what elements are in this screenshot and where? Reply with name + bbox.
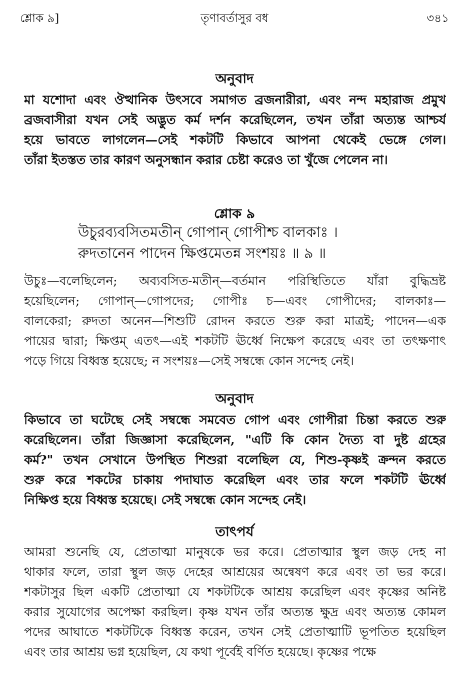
purport-line: পদের আঘাতে শকটটিকে বিধ্বস্ত করেন, তখন সেই প্রেতাত্মাটি ভূপতিত হয়েছিল xyxy=(24,624,446,639)
translation-line: নিক্ষিপ্ত হয়ে বিধ্বস্ত হয়েছে। সেই সম্বন্ধে কোন সন্দেহ নেই। xyxy=(24,492,306,507)
purport-paragraph xyxy=(24,542,446,662)
purport-line: এবং তার আশ্রয় ভগ্ন হয়েছিল, যে কথা পূর্বেই বর্ণিত হয়েছে। কৃষ্ণের পক্ষে xyxy=(24,644,376,659)
translation-line: মা যশোদা এবং ঔত্থানিক উৎসবে সমাগত ব্রজনারীরা, এবং নন্দ মহারাজ প্রমুখ xyxy=(24,92,446,107)
word-meanings xyxy=(24,271,446,371)
page-number: ৩৪১ xyxy=(426,11,449,25)
synonym-line: পায়ের দ্বারা; ক্ষিপ্তম্ এতৎ—এই শকটটি ঊর্ধ্বে নিক্ষেপ করেছে এবং তা তৎক্ষণাৎ xyxy=(24,333,446,348)
sloka-heading: শ্লোক ৯ xyxy=(213,206,256,222)
purport-heading: তাৎপর্য xyxy=(215,524,254,540)
synonym-line: পড়ে গিয়ে বিধ্বস্ত হয়েছে; ন সংশয়ঃ—সেই সম্বন্ধে কোন সন্দেহ নেই। xyxy=(24,353,354,368)
synonym-line: উচুঃ—বলেছিলেন; অব্যবসিত-মতীন্—বর্তমান পরিস্থিতিতে যাঁরা বুদ্ধিভ্রষ্ট xyxy=(24,273,446,288)
sanskrit-verse xyxy=(0,223,469,265)
running-header xyxy=(20,10,449,28)
translation-line: কর্ম?" তখন সেখানে উপস্থিত শিশুরা বলেছিল যে, শিশু-কৃষ্ণই ক্রন্দন করতে xyxy=(24,452,446,467)
synonym-line: হয়েছিলেন; গোপান্—গোপদের; গোপীঃ চ—এবং গোপীদের; বালকাঃ— xyxy=(24,293,446,308)
purport-line: করার সুযোগের অপেক্ষা করছিল। কৃষ্ণ যখন তাঁর অত্যন্ত ক্ষুদ্র এবং অত্যন্ত কোমল xyxy=(24,604,446,619)
synonym-line: বালকেরা; রুদতা অনেন—শিশুটি রোদন করতে শুরু করা মাত্রই; পাদেন—এক xyxy=(24,313,446,328)
purport-line: আমরা শুনেছি যে, প্রেতাত্মা মানুষকে ভর করে। প্রেতাত্মার স্থুল জড় দেহ না xyxy=(24,544,446,559)
verse-line: উচুরব্যবসিতমতীন্ গোপান্ গোপীশ্চ বালকাঃ । xyxy=(78,225,338,241)
translation-line: শুরু করে শকটের চাকায় পদাঘাত করেছিল এবং তার ফলে শকটটি ঊর্ধ্বে xyxy=(24,472,446,487)
translation-line: করেছিলেন। তাঁরা জিজ্ঞাসা করেছিলেন, "এটি কি কোন দৈত্য বা দুষ্ট গ্রহের xyxy=(24,432,446,447)
translation-line: ব্রজবাসীরা যখন সেই অদ্ভুত কর্ম দর্শন করেছিলেন, তখন তাঁরা অত্যন্ত আশ্চর্য xyxy=(24,112,446,127)
purport-line: থাকার ফলে, তারা স্থুল জড় দেহের আশ্রয়ের অন্বেষণ করে এবং তা ভর করে। xyxy=(24,564,446,579)
header-chapter-title: তৃণাবর্তাসুর বধ xyxy=(200,11,269,25)
translation-paragraph xyxy=(24,90,446,170)
verse-line: রুদতানেন পাদেন ক্ষিপ্তমেতন্ন সংশয়ঃ ॥ ৯ ॥ xyxy=(78,246,327,262)
translation-heading: অনুবাদ xyxy=(215,71,254,87)
translation-paragraph-2 xyxy=(24,410,446,510)
translation-line: হয়ে ভাবতে লাগলেন—সেই শকটটি কিভাবে আপনা থেকেই ভেঙ্গে গেল। xyxy=(24,132,446,147)
translation-line: তাঁরা ইতস্তত তার কারণ অনুসন্ধান করার চেষ্টা করেও তা খুঁজে পেলেন না। xyxy=(24,152,388,167)
header-verse-ref: শ্লোক ৯] xyxy=(20,11,60,25)
translation-heading-2: অনুবাদ xyxy=(215,391,254,407)
purport-line: শকটাসুর ছিল একটি প্রেতাত্মা যে শকটটিকে আশ্রয় করেছিল এবং কৃষ্ণের অনিষ্ট xyxy=(24,584,446,599)
translation-line: কিভাবে তা ঘটেছে সেই সম্বন্ধে সমবেত গোপ এবং গোপীরা চিন্তা করতে শুরু xyxy=(24,412,446,427)
